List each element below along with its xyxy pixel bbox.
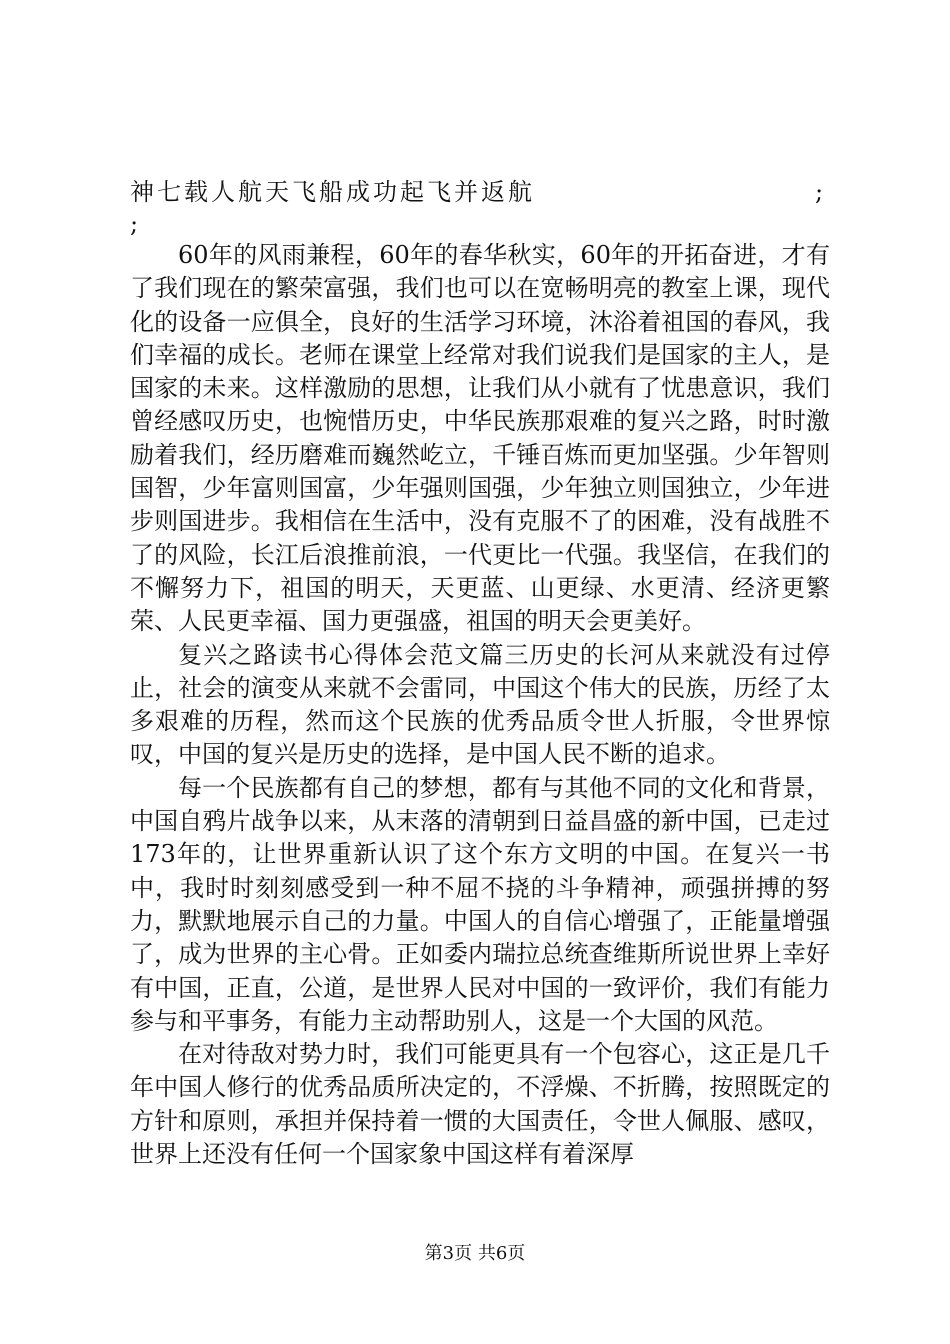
heading-line: 神七载人航天飞船成功起飞并返航 bbox=[130, 178, 535, 206]
document-body bbox=[130, 239, 830, 1171]
paragraph: 每一个民族都有自己的梦想，都有与其他不同的文化和背景，中国自鸦片战争以来，从末落的清朝到日益昌盛的新中国，已走过173年的，让世界重新认识了这个东方文明的中国。在复兴一书中，我时时刻刻感受到一种不屈不挠的斗争精神，顽强拼搏的努力，默默地展示自己的力量。中国人的自信心增强了，正能量增强了，成为世界的主心骨。正如委内瑞拉总统查维斯所说世界上幸好有中国，正直，公道，是世界人民对中国的一致评价，我们有能力参与和平事务，有能力主动帮助别人，这是一个大国的风范。 bbox=[130, 773, 830, 1035]
page-footer: 第3页 共6页 bbox=[424, 1243, 526, 1264]
paragraph: 60年的风雨兼程，60年的春华秋实，60年的开拓奋进，才有了我们现在的繁荣富强，我们也可以在宽畅明亮的教室上课，现代化的设备一应俱全，良好的生活学习环境，沐浴着祖国的春风，我们幸福的成长。老师在课堂上经常对我们说我们是国家的主人，是国家的未来。这样激励的思想，让我们从小就有了忧患意识，我们曾经感叹历史，也惋惜历史，中华民族那艰难的复兴之路，时时激励着我们，经历磨难而巍然屹立，千锤百炼而更加坚强。少年智则国智，少年富则国富，少年强则国强，少年独立则国独立，少年进步则国进步。我相信在生活中，没有克服不了的困难，没有战胜不了的风险，长江后浪推前浪，一代更比一代强。我坚信，在我们的不懈努力下，祖国的明天，天更蓝、山更绿、水更清、经济更繁荣、人民更幸福、国力更强盛，祖国的明天会更美好。 bbox=[130, 241, 830, 636]
heading-semicolon: ; bbox=[815, 178, 824, 206]
paragraph: 在对待敌对势力时，我们可能更具有一个包容心，这正是几千年中国人修行的优秀品质所决定的，不浮燥、不折腾，按照既定的方针和原则，承担并保持着一惯的大国责任，令世人佩服、感叹，世界上还没有任何一个国家象中国这样有着深厚 bbox=[130, 1040, 830, 1169]
paragraph: 复兴之路读书心得体会范文篇三历史的长河从来就没有过停止，社会的演变从来就不会雷同，中国这个伟大的民族，历经了太多艰难的历程，然而这个民族的优秀品质令世人折服，令世界惊叹，中国的复兴是历史的选择，是中国人民不断的追求。 bbox=[130, 640, 830, 769]
second-semicolon: ; bbox=[130, 210, 139, 238]
